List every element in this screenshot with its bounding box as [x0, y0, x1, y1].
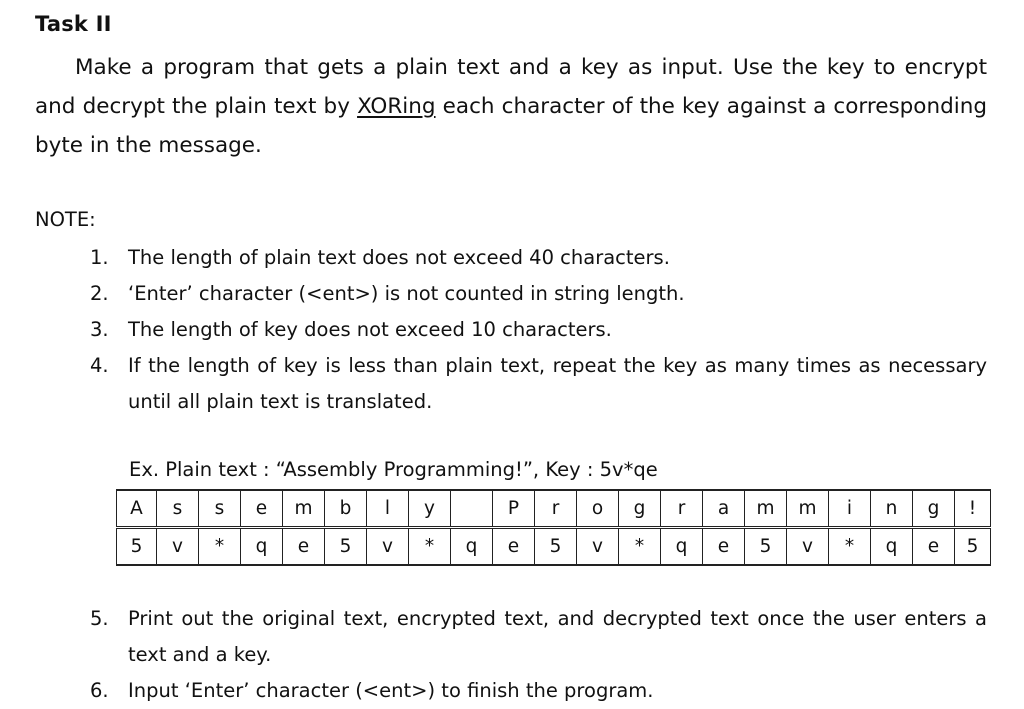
example-label: Ex. Plain text : “Assembly Programming!”, Key : 5v*qe	[129, 458, 658, 481]
plain-char-cell: a	[703, 490, 745, 528]
key-char-cell: 5	[955, 528, 991, 566]
plain-char-cell: m	[283, 490, 325, 528]
key-char-cell: *	[199, 528, 241, 566]
note-number: 4.	[90, 354, 109, 377]
note-text: If the length of key is less than plain text, repeat the key as many times as necessary until all plain text is translated.	[128, 354, 987, 413]
note-item-5	[90, 601, 987, 673]
plain-text-row	[117, 490, 991, 528]
note-number: 2.	[90, 282, 109, 305]
key-char-cell: 5	[325, 528, 367, 566]
key-char-cell: v	[367, 528, 409, 566]
key-char-cell: *	[409, 528, 451, 566]
note-number: 3.	[90, 318, 109, 341]
plain-char-cell: n	[871, 490, 913, 528]
plain-char-cell: m	[745, 490, 787, 528]
key-char-cell: 5	[535, 528, 577, 566]
key-char-cell: v	[787, 528, 829, 566]
note-label: NOTE:	[35, 208, 96, 231]
key-char-cell: v	[577, 528, 619, 566]
plain-char-cell: g	[619, 490, 661, 528]
plain-char-cell: i	[829, 490, 871, 528]
note-item-2	[90, 276, 987, 312]
xor-example-table	[116, 489, 991, 566]
key-char-cell: e	[283, 528, 325, 566]
notes-list-bottom	[90, 601, 987, 709]
plain-char-cell: r	[661, 490, 703, 528]
description-part-1: Make a program that gets a plain text and a key as input. Use the key to encrypt and decrypt the plain text by	[35, 55, 987, 119]
key-char-cell: q	[451, 528, 493, 566]
note-text: Input ‘Enter’ character (<ent>) to finish the program.	[128, 679, 654, 702]
note-text: Print out the original text, encrypted text, and decrypted text once the user enters a text and a key.	[128, 607, 987, 666]
task-title: Task II	[35, 12, 112, 36]
note-text: The length of plain text does not exceed 40 characters.	[128, 246, 670, 269]
plain-char-cell: A	[117, 490, 157, 528]
key-char-cell: v	[157, 528, 199, 566]
plain-char-cell: P	[493, 490, 535, 528]
key-row	[117, 528, 991, 566]
plain-char-cell: r	[535, 490, 577, 528]
plain-char-cell: l	[367, 490, 409, 528]
plain-char-cell: o	[577, 490, 619, 528]
notes-list-top	[90, 240, 987, 420]
plain-char-cell: y	[409, 490, 451, 528]
description-part-2: each character of the key against a corresponding byte in the message.	[35, 94, 987, 158]
plain-char-cell: b	[325, 490, 367, 528]
key-char-cell: 5	[117, 528, 157, 566]
note-number: 1.	[90, 246, 109, 269]
note-item-1	[90, 240, 987, 276]
note-text: ‘Enter’ character (<ent>) is not counted in string length.	[128, 282, 685, 305]
xoring-term: XORing	[357, 94, 436, 119]
plain-char-cell: e	[241, 490, 283, 528]
plain-char-cell	[451, 490, 493, 528]
task-description	[35, 48, 987, 165]
key-char-cell: e	[493, 528, 535, 566]
key-char-cell: q	[661, 528, 703, 566]
plain-char-cell: !	[955, 490, 991, 528]
note-text: The length of key does not exceed 10 characters.	[128, 318, 612, 341]
plain-char-cell: s	[199, 490, 241, 528]
plain-char-cell: s	[157, 490, 199, 528]
note-number: 5.	[90, 607, 109, 630]
key-char-cell: *	[829, 528, 871, 566]
key-char-cell: q	[871, 528, 913, 566]
plain-char-cell: m	[787, 490, 829, 528]
note-item-6	[90, 673, 987, 709]
key-char-cell: e	[913, 528, 955, 566]
key-char-cell: e	[703, 528, 745, 566]
plain-char-cell: g	[913, 490, 955, 528]
key-char-cell: q	[241, 528, 283, 566]
key-char-cell: 5	[745, 528, 787, 566]
note-item-4	[90, 348, 987, 420]
key-char-cell: *	[619, 528, 661, 566]
note-number: 6.	[90, 679, 109, 702]
note-item-3	[90, 312, 987, 348]
